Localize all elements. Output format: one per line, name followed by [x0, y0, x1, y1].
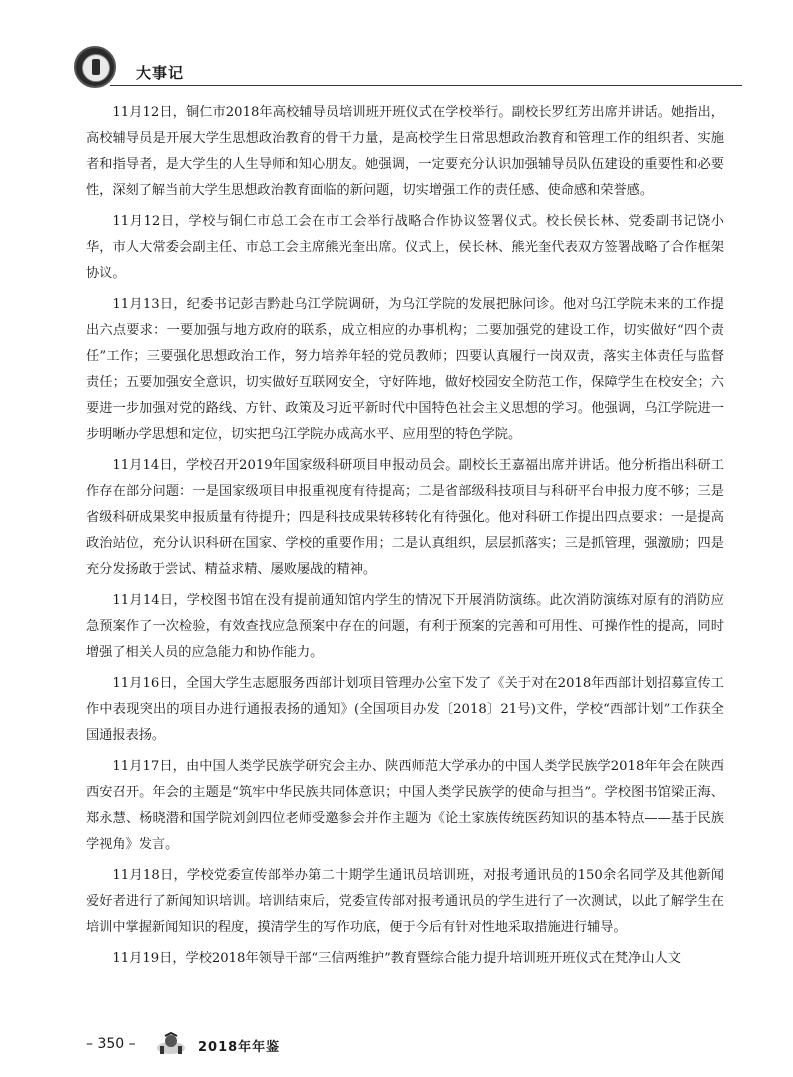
yearbook-title: 2018年年鉴 — [198, 1040, 281, 1055]
logo-emblem — [82, 54, 110, 82]
event-paragraph: 11月12日，铜仁市2018年高校辅导员培训班开班仪式在学校举行。副校长罗红芳出席并讲话。她指出，高校辅导员是开展大学生思想政治教育的骨干力量，是高校学生日常思想政治教育和管理工作的组织者、实施者和指导者，是大学生的人生导师和知心朋友。她强调，一定要充分认识加强辅导员队伍建设的重要性和必要性，深刻了解当前大学生思想政治教育面临的新问题，切实增强工作的责任感、使命感和荣誉感。 — [86, 105, 724, 198]
page-footer — [86, 1032, 386, 1056]
body-text — [86, 100, 724, 977]
page-number: – 350 – — [86, 1036, 136, 1052]
university-logo — [74, 46, 116, 88]
mascot-icon — [154, 1032, 188, 1056]
section-title: 大事记 — [136, 64, 185, 82]
event-paragraph: 11月16日，全国大学生志愿服务西部计划项目管理办公室下发了《关于对在2018年西部计划招募宣传工作中表现突出的项目办进行通报表扬的通知》(全国项目办发〔2018〕21号)文件，学校“西部计划”工作获全国通报表扬。 — [86, 676, 724, 743]
event-paragraph: 11月17日，由中国人类学民族学研究会主办、陕西师范大学承办的中国人类学民族学2018年年会在陕西西安召开。年会的主题是“筑牢中华民族共同体意识；中国人类学民族学的使命与担当”。学校图书馆梁正海、郑永慧、杨晓潜和国学院刘剑四位老师受邀参会并作主题为《论土家族传统医药知识的基本特点——基于民族学视角》发言。 — [86, 759, 724, 852]
event-paragraph: 11月18日，学校党委宣传部举办第二十期学生通讯员培训班，对报考通讯员的150余名同学及其他新闻爱好者进行了新闻知识培训。培训结束后，党委宣传部对报考通讯员的学生进行了一次测试，以此了解学生在培训中掌握新闻知识的程度，摸清学生的写作功底，便于今后有针对性地采取措施进行辅导。 — [86, 868, 724, 935]
event-paragraph: 11月13日，纪委书记彭吉黔赴乌江学院调研，为乌江学院的发展把脉问诊。他对乌江学院未来的工作提出六点要求：一要加强与地方政府的联系，成立相应的办事机构；二要加强党的建设工作，切实做好“四个责任”工作；三要强化思想政治工作，努力培养年轻的党员教师；四要认真履行一岗双责，落实主体责任与监督责任；五要加强安全意识，切实做好互联网安全，守好阵地，做好校园安全防范工作，保障学生在校安全；六要进一步加强对党的路线、方针、政策及习近平新时代中国特色社会主义思想的学习。他强调，乌江学院进一步明晰办学思想和定位，切实把乌江学院办成高水平、应用型的特色学院。 — [86, 297, 724, 442]
event-paragraph: 11月14日，学校图书馆在没有提前通知馆内学生的情况下开展消防演练。此次消防演练对原有的消防应急预案作了一次检验，有效查找应急预案中存在的问题，有利于预案的完善和可用性、可操作性的提高，同时增强了相关人员的应急能力和协作能力。 — [86, 593, 724, 660]
event-paragraph: 11月14日，学校召开2019年国家级科研项目申报动员会。副校长王嘉福出席并讲话。他分析指出科研工作存在部分问题：一是国家级项目申报重视度有待提高；二是省部级科技项目与科研平台申报力度不够；三是省级科研成果奖申报质量有待提升；四是科技成果转移转化有待强化。他对科研工作提出四点要求：一是提高政治站位，充分认识科研在国家、学校的重要作用；二是认真组织，层层抓落实；三是抓管理，强激励；四是充分发扬敢于尝试、精益求精、屡败屡战的精神。 — [86, 458, 724, 577]
page-header — [62, 40, 742, 92]
event-paragraph: 11月19日，学校2018年领导干部“三信两维护”教育暨综合能力提升培训班开班仪式在梵净山人文 — [112, 951, 681, 966]
event-paragraph: 11月12日，学校与铜仁市总工会在市工会举行战略合作协议签署仪式。校长侯长林、党委副书记饶小华，市人大常委会副主任、市总工会主席熊光奎出席。仪式上，侯长林、熊光奎代表双方签署战略了合作框架协议。 — [86, 214, 724, 281]
header-rule — [110, 85, 742, 86]
